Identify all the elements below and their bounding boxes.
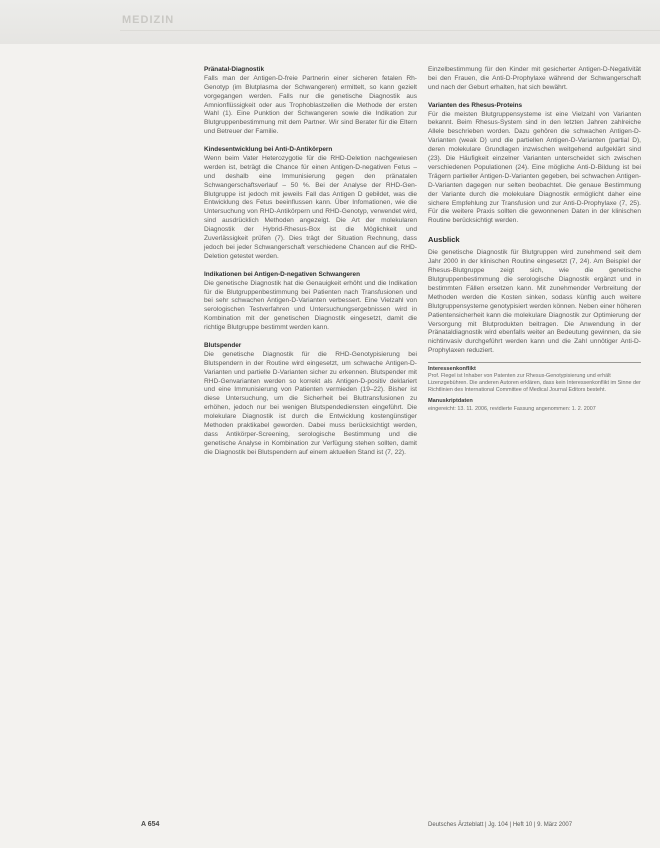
section-heading: Indikationen bei Antigen-D-negativen Schwangeren bbox=[204, 270, 360, 278]
section-heading: Varianten des Rhesus-Proteins bbox=[428, 101, 523, 109]
note-text: eingereicht: 13. 11. 2006, revidierte Fassung angenommen: 1. 2. 2007 bbox=[428, 405, 596, 412]
section-heading: Ausblick bbox=[428, 235, 460, 245]
note-heading: Manuskriptdaten bbox=[428, 398, 473, 405]
section-text: Wenn beim Vater Heterozygotie für die RHD-Deletion nachgewiesen werden ist, beträgt die Chance für einen Antigen-D-negativen Fetus – und deshalb eine Immunisierung gegen den pränatalen Schwangerschaftsverlauf – 50 %. Bei der Analyse der RHD-Gen-Blutgruppe ist jedoch mit jeweils Fall das Antigen D gebildet, was die Entwicklung des Fetus beeinflussen kann. Über Infomationen, wie die Untersuchung von RHD-Antikörpern und RHD-Genotyp, verwendet wird, sind ausdrücklich Methoden angezeigt. Die Art der molekularen Diagnostik der Hybrid-Rhesus-Box ist die Möglichkeit und Zuverlässigkeit prüfen (7). Dies trägt der Situation Rechnung, dass jedoch bei jeder Schwangerschaft verschiedene Chancen auf die RHD-Deletion getestet werden. bbox=[204, 154, 417, 260]
journal-citation: Deutsches Ärzteblatt | Jg. 104 | Heft 10 | 9. März 2007 bbox=[428, 822, 573, 828]
section-text: Die genetische Diagnostik für die RHD-Genotypisierung bei Blutspendern in der Routine wird eingesetzt, um schwache Antigen-D-Varianten und partielle D-Varianten sicher zu erkennen. Blutspender mit RHD-Genvarianten werden so korrekt als Antigen-D-positiv deklariert und eine Immunisierung von Patienten vermieden (19–22). Bisher ist diese Untersuchung, um die Sicherheit bei Bluttransfusionen zu erhöhen, jedoch nur bei wenigen Blutspendediensten eingeführt. Die molekulare Diagnostik ist durch die Entwicklung kostengünstiger Methoden praktikabel geworden. Dabei muss berücksichtigt werden, dass Antikörper-Screening, serologische Bestimmung und die genetische Analyse in Kombination zur Verfügung stehen sollten, damit die Diagnostik bei Blutspendern auf einem aktuellen Stand ist (7, 22). bbox=[204, 350, 417, 456]
section-heading: Kindesentwicklung bei Anti-D-Antikörpern bbox=[204, 146, 333, 154]
right-column bbox=[428, 66, 641, 413]
section-text: Die genetische Diagnostik für Blutgruppen wird zunehmend seit dem Jahr 2000 in der klinischen Routine eingesetzt (7, 24). Am Beispiel der Rhesus-Blutgruppe zeigt sich, wie die genetische Blutgruppenbestimmung die serologische Diagnostik ergänzt und in bestimmten Fällen ersetzen kann. Mit zunehmender Verbreitung der Methoden werden die Kosten sinken, sodass künftig auch weitere Blutgruppensysteme genotypisiert werden können. Neben einer höheren Patientensicherheit kann die molekulare Diagnostik zur Optimierung der Versorgung mit Blutprodukten beitragen. Die Anwendung in der Pränataldiagnostik wird ebenfalls weiter an Bedeutung gewinnen, da sie nichtinvasiv durchgeführt werden kann und die Zahl unnötiger Anti-D-Prophylaxen reduziert. bbox=[428, 249, 641, 355]
section-heading: Blutspender bbox=[204, 342, 242, 350]
notes-divider bbox=[428, 362, 641, 363]
header-divider bbox=[120, 30, 660, 31]
section-text: Die genetische Diagnostik hat die Genauigkeit erhöht und die Indikation für die Blutgruppenbestimmung bei Patienten nach Transfusionen und bei sehr schwachen Antigen-D-Varianten verbessert. Eine Vielzahl von serologischen Testverfahren und Untersuchungsergebnissen wird in Kombination mit der genetischen Diagnostik eingesetzt, damit die richtige Blutgruppe bestimmt werden kann. bbox=[204, 279, 417, 332]
note-text: Prof. Flegel ist Inhaber von Patenten zur Rhesus-Genotypisierung und erhält Lizenzgebühren. Die anderen Autoren erklären, dass kein Interessenkonflikt im Sinne der Richtlinien des International Committee of Medical Journal Editors besteht. bbox=[428, 373, 641, 394]
section-heading: Pränatal-Diagnostik bbox=[204, 66, 265, 73]
header-band bbox=[0, 0, 660, 44]
page-number: A 654 bbox=[141, 821, 160, 828]
note-heading: Interessenkonflikt bbox=[428, 366, 476, 373]
section-label: MEDIZIN bbox=[122, 14, 175, 26]
intro-text: Einzelbestimmung für den Kinder mit gesicherter Antigen-D-Negativität bei den Frauen, die Anti-D-Prophylaxe während der Schwangerschaft und nach der Geburt erhalten, hat sich bewährt. bbox=[428, 66, 641, 91]
left-column bbox=[204, 66, 417, 458]
section-text: Für die meisten Blutgruppensysteme ist eine Vielzahl von Varianten bekannt. Beim Rhesus-System sind in den letzten Jahren zahlreiche Allele beschrieben worden. Dazu gehören die schwachen Antigen-D-Varianten (weak D) und die partiellen Antigen-D-Varianten (partial D), deren molekulare Grundlagen inzwischen weitgehend aufgeklärt sind (23). Die Häufigkeit einzelner Varianten unterscheidet sich zwischen verschiedenen Populationen (24). Eine mögliche Anti-D-Bildung ist bei Trägern partieller Antigen-D-Varianten gegeben, bei schwachen Antigen-D-Varianten dagegen nur selten beobachtet. Die genaue Bestimmung der Variante durch die molekulare Diagnostik ermöglicht daher eine sichere Empfehlung zur Transfusion und zur Anti-D-Prophylaxe (7, 25). Für die weitere Praxis sollten die gewonnenen Daten in der klinischen Routine berücksichtigt werden. bbox=[428, 110, 641, 225]
section-text: Falls man der Antigen-D-freie Partnerin einer sicheren fetalen Rh-Genotyp (im Blutplasma der Schwangeren) ermittelt, so kann gezielt vorgegangen werden. Falls nur die genetische Diagnostik aus Amnionflüssigkeit oder aus Trophoblastzellen die Methode der ersten Wahl (1). Eine Punktion der Schwangeren sowie die Indikation zur Blutgruppenbestimmung mit dem Partner. Wir sind Berater für die Eltern und Betreuer der Familie. bbox=[204, 74, 417, 136]
